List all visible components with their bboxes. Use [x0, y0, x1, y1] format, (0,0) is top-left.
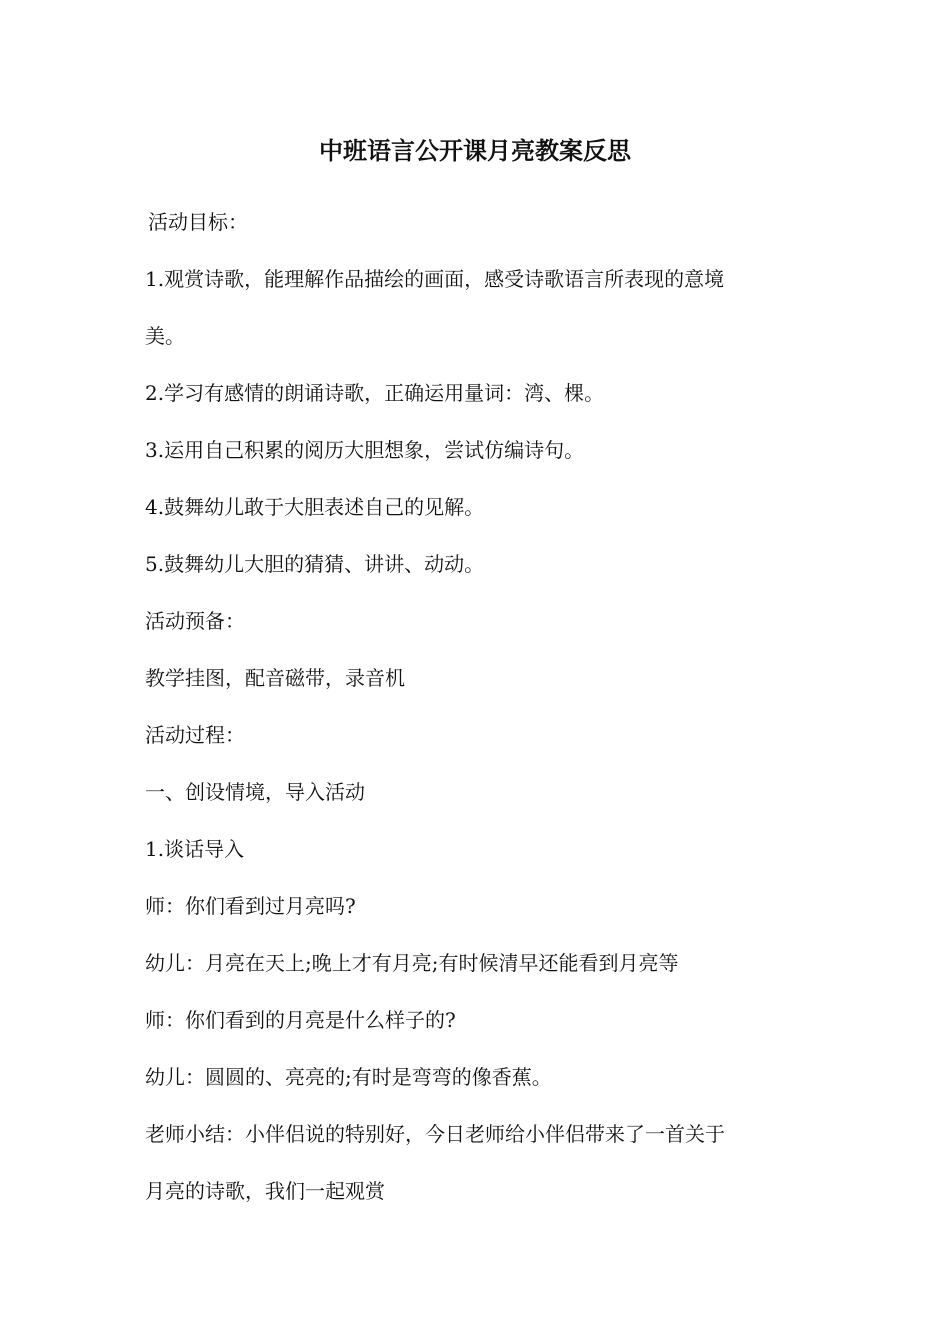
text-line-goals-heading: 活动目标： — [148, 210, 248, 234]
text-line-goal-1-continued: 美。 — [145, 324, 185, 348]
text-line-teacher-summary-continued: 月亮的诗歌，我们一起观赏 — [145, 1179, 385, 1203]
text-line-section-1: 一、创设情境，导入活动 — [145, 780, 365, 804]
text-line-goal-3: 3.运用自己积累的阅历大胆想象，尝试仿编诗句。 — [145, 438, 585, 462]
text-line-child-answer-1: 幼儿：月亮在天上;晚上才有月亮;有时候清早还能看到月亮等 — [145, 951, 679, 975]
text-line-step-1: 1.谈话导入 — [145, 837, 245, 861]
text-line-goal-2: 2.学习有感情的朗诵诗歌，正确运用量词：湾、棵。 — [145, 381, 605, 405]
text-line-prep-heading: 活动预备： — [145, 609, 245, 633]
text-line-goal-1: 1.观赏诗歌，能理解作品描绘的画面，感受诗歌语言所表现的意境 — [145, 267, 725, 291]
text-line-goal-5: 5.鼓舞幼儿大胆的猜猜、讲讲、动动。 — [145, 552, 485, 576]
text-line-child-answer-2: 幼儿：圆圆的、亮亮的;有时是弯弯的像香蕉。 — [145, 1065, 552, 1089]
text-line-prep-materials: 教学挂图，配音磁带，录音机 — [145, 666, 405, 690]
text-line-teacher-question-2: 师：你们看到的月亮是什么样子的? — [145, 1008, 456, 1032]
document-title: 中班语言公开课月亮教案反思 — [319, 136, 631, 165]
text-line-teacher-summary: 老师小结：小伴侣说的特别好，今日老师给小伴侣带来了一首关于 — [145, 1122, 725, 1146]
text-line-process-heading: 活动过程： — [145, 723, 245, 747]
text-line-goal-4: 4.鼓舞幼儿敢于大胆表述自己的见解。 — [145, 495, 485, 519]
text-line-teacher-question-1: 师：你们看到过月亮吗? — [145, 894, 356, 918]
